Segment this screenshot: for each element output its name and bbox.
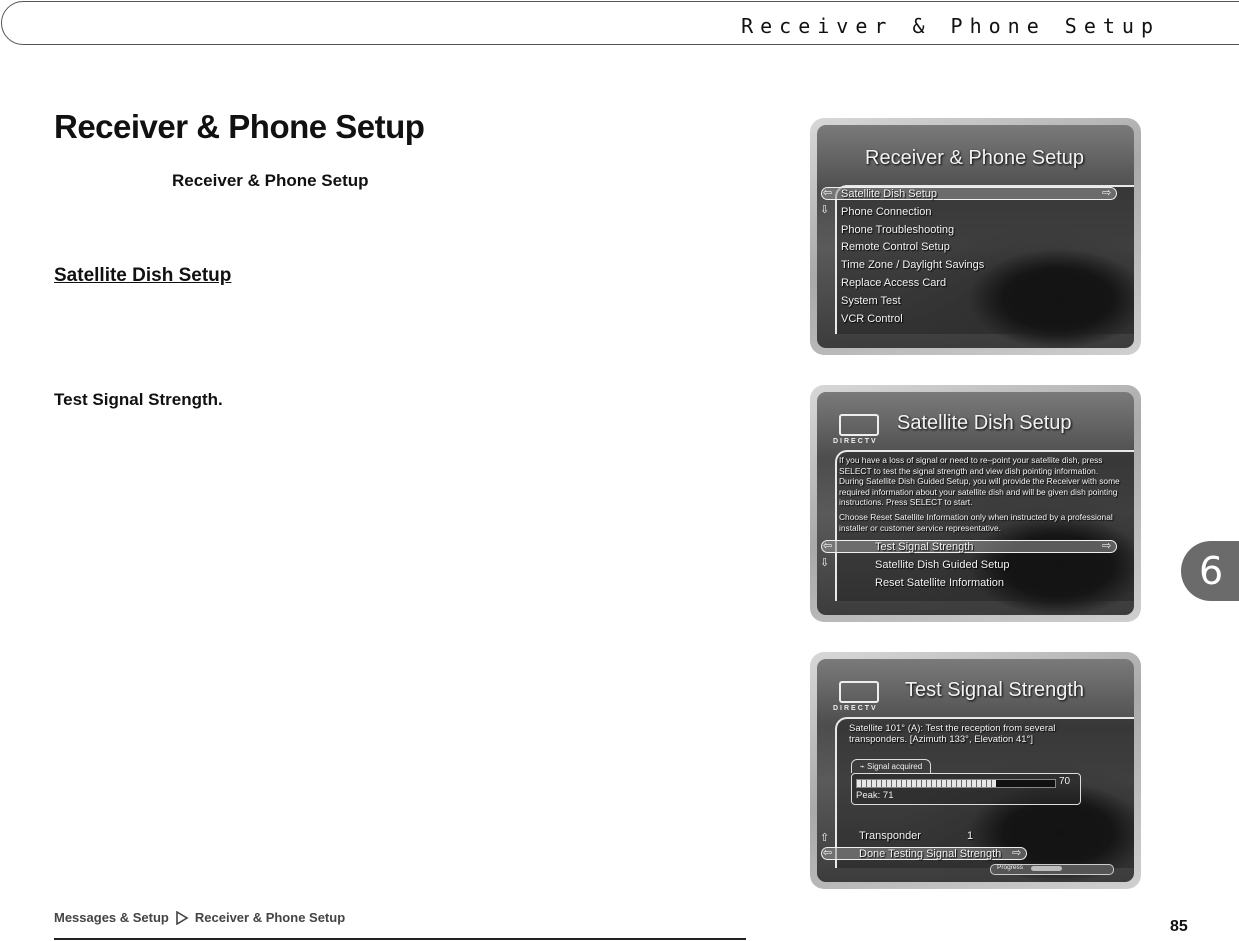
screen-note: Choose Reset Satellite Information only when instructed by a professional installer or customer service representative.	[839, 512, 1113, 533]
screen-display	[817, 392, 1134, 615]
breadcrumb-arrow-icon	[175, 911, 189, 925]
page-title: Receiver & Phone Setup	[54, 108, 425, 145]
breadcrumb	[54, 910, 345, 925]
menu-item[interactable]: Test Signal Strength	[875, 541, 974, 553]
directv-logo	[833, 681, 889, 715]
arrow-right-icon: ⇨	[1012, 847, 1022, 859]
arrow-right-icon: ⇨	[1102, 540, 1112, 552]
signal-value: 70	[1059, 776, 1071, 787]
screen-title: Test Signal Strength	[905, 679, 1084, 701]
menu-item[interactable]: Satellite Dish Setup	[841, 188, 937, 200]
logo-mark-icon	[839, 681, 879, 703]
breadcrumb-parent: Messages & Setup	[54, 910, 169, 925]
transponder-value: 1	[967, 830, 974, 842]
chapter-tab	[1181, 541, 1239, 601]
menu-item[interactable]: Satellite Dish Guided Setup	[875, 558, 1010, 571]
screen-title: Receiver & Phone Setup	[865, 147, 1085, 169]
signal-status-tab: ⌁ Signal acquired	[851, 759, 931, 773]
satellite-dish-setup-link[interactable]: Satellite Dish Setup	[54, 265, 232, 286]
arrow-down-icon: ⇩	[820, 204, 830, 216]
screen-receiver-phone-setup	[810, 118, 1141, 355]
screen-satellite-dish-setup	[810, 385, 1141, 622]
directv-logo	[833, 414, 889, 448]
logo-wordmark: DIRECTV	[833, 438, 878, 445]
peak-value: Peak: 71	[856, 790, 894, 801]
header-tab	[1, 1, 1239, 45]
arrow-up-icon: ⇧	[820, 832, 830, 844]
screen-description: If you have a loss of signal or need to re–point your satellite dish, press SELECT to test the signal strength and view dish pointing information. During Satellite Dish Guided Setup, you will provide the Receiver with some required information about your satellite dish and will be given dish pointing instructions. Press SELECT to start.	[839, 455, 1120, 507]
signal-meter-box	[851, 773, 1081, 805]
test-signal-strength-label: Test Signal Strength.	[54, 390, 223, 409]
progress-fill	[1031, 866, 1062, 871]
transponder-label: Transponder	[859, 830, 921, 842]
menu-item[interactable]: Reset Satellite Information	[875, 576, 1005, 589]
chapter-number: 6	[1199, 549, 1224, 593]
footer-rule	[54, 938, 746, 940]
arrow-down-icon: ⇩	[820, 557, 830, 569]
arrow-left-icon: ⇦	[823, 187, 833, 199]
menu-item[interactable]: Phone Connection	[841, 205, 932, 218]
logo-wordmark: DIRECTV	[833, 705, 878, 712]
breadcrumb-current: Receiver & Phone Setup	[194, 910, 346, 925]
menu-item[interactable]: System Test	[841, 294, 901, 307]
screen-display	[817, 659, 1134, 882]
screen-title: Satellite Dish Setup	[897, 412, 1072, 434]
menu-item[interactable]: Phone Troubleshooting	[841, 223, 955, 236]
screen-test-signal-strength	[810, 652, 1141, 889]
done-testing-label: Done Testing Signal Strength	[859, 848, 1002, 860]
screen-display	[817, 125, 1134, 348]
arrow-left-icon: ⇦	[823, 847, 833, 859]
progress-label: Progress	[997, 864, 1024, 871]
running-header: Receiver & Phone Setup	[741, 14, 1160, 38]
signal-status: Signal acquired	[867, 762, 923, 771]
menu-item[interactable]: VCR Control	[841, 312, 903, 325]
progress-bar	[990, 864, 1114, 875]
menu-item[interactable]: Replace Access Card	[841, 277, 947, 289]
page-number: 85	[1170, 918, 1188, 935]
logo-mark-icon	[839, 414, 879, 436]
menu-reference: Receiver & Phone Setup	[172, 171, 369, 190]
signal-meter	[856, 779, 1056, 788]
menu-item[interactable]: Remote Control Setup	[841, 241, 950, 254]
signal-meter-fill	[857, 780, 996, 787]
menu-item[interactable]: Time Zone / Daylight Savings	[841, 259, 985, 272]
screen-description: Satellite 101° (A): Test the reception from several transponders. [Azimuth 133°, Elevation 41°]	[849, 723, 1056, 745]
arrow-left-icon: ⇦	[823, 540, 833, 552]
arrow-right-icon: ⇨	[1102, 187, 1112, 199]
